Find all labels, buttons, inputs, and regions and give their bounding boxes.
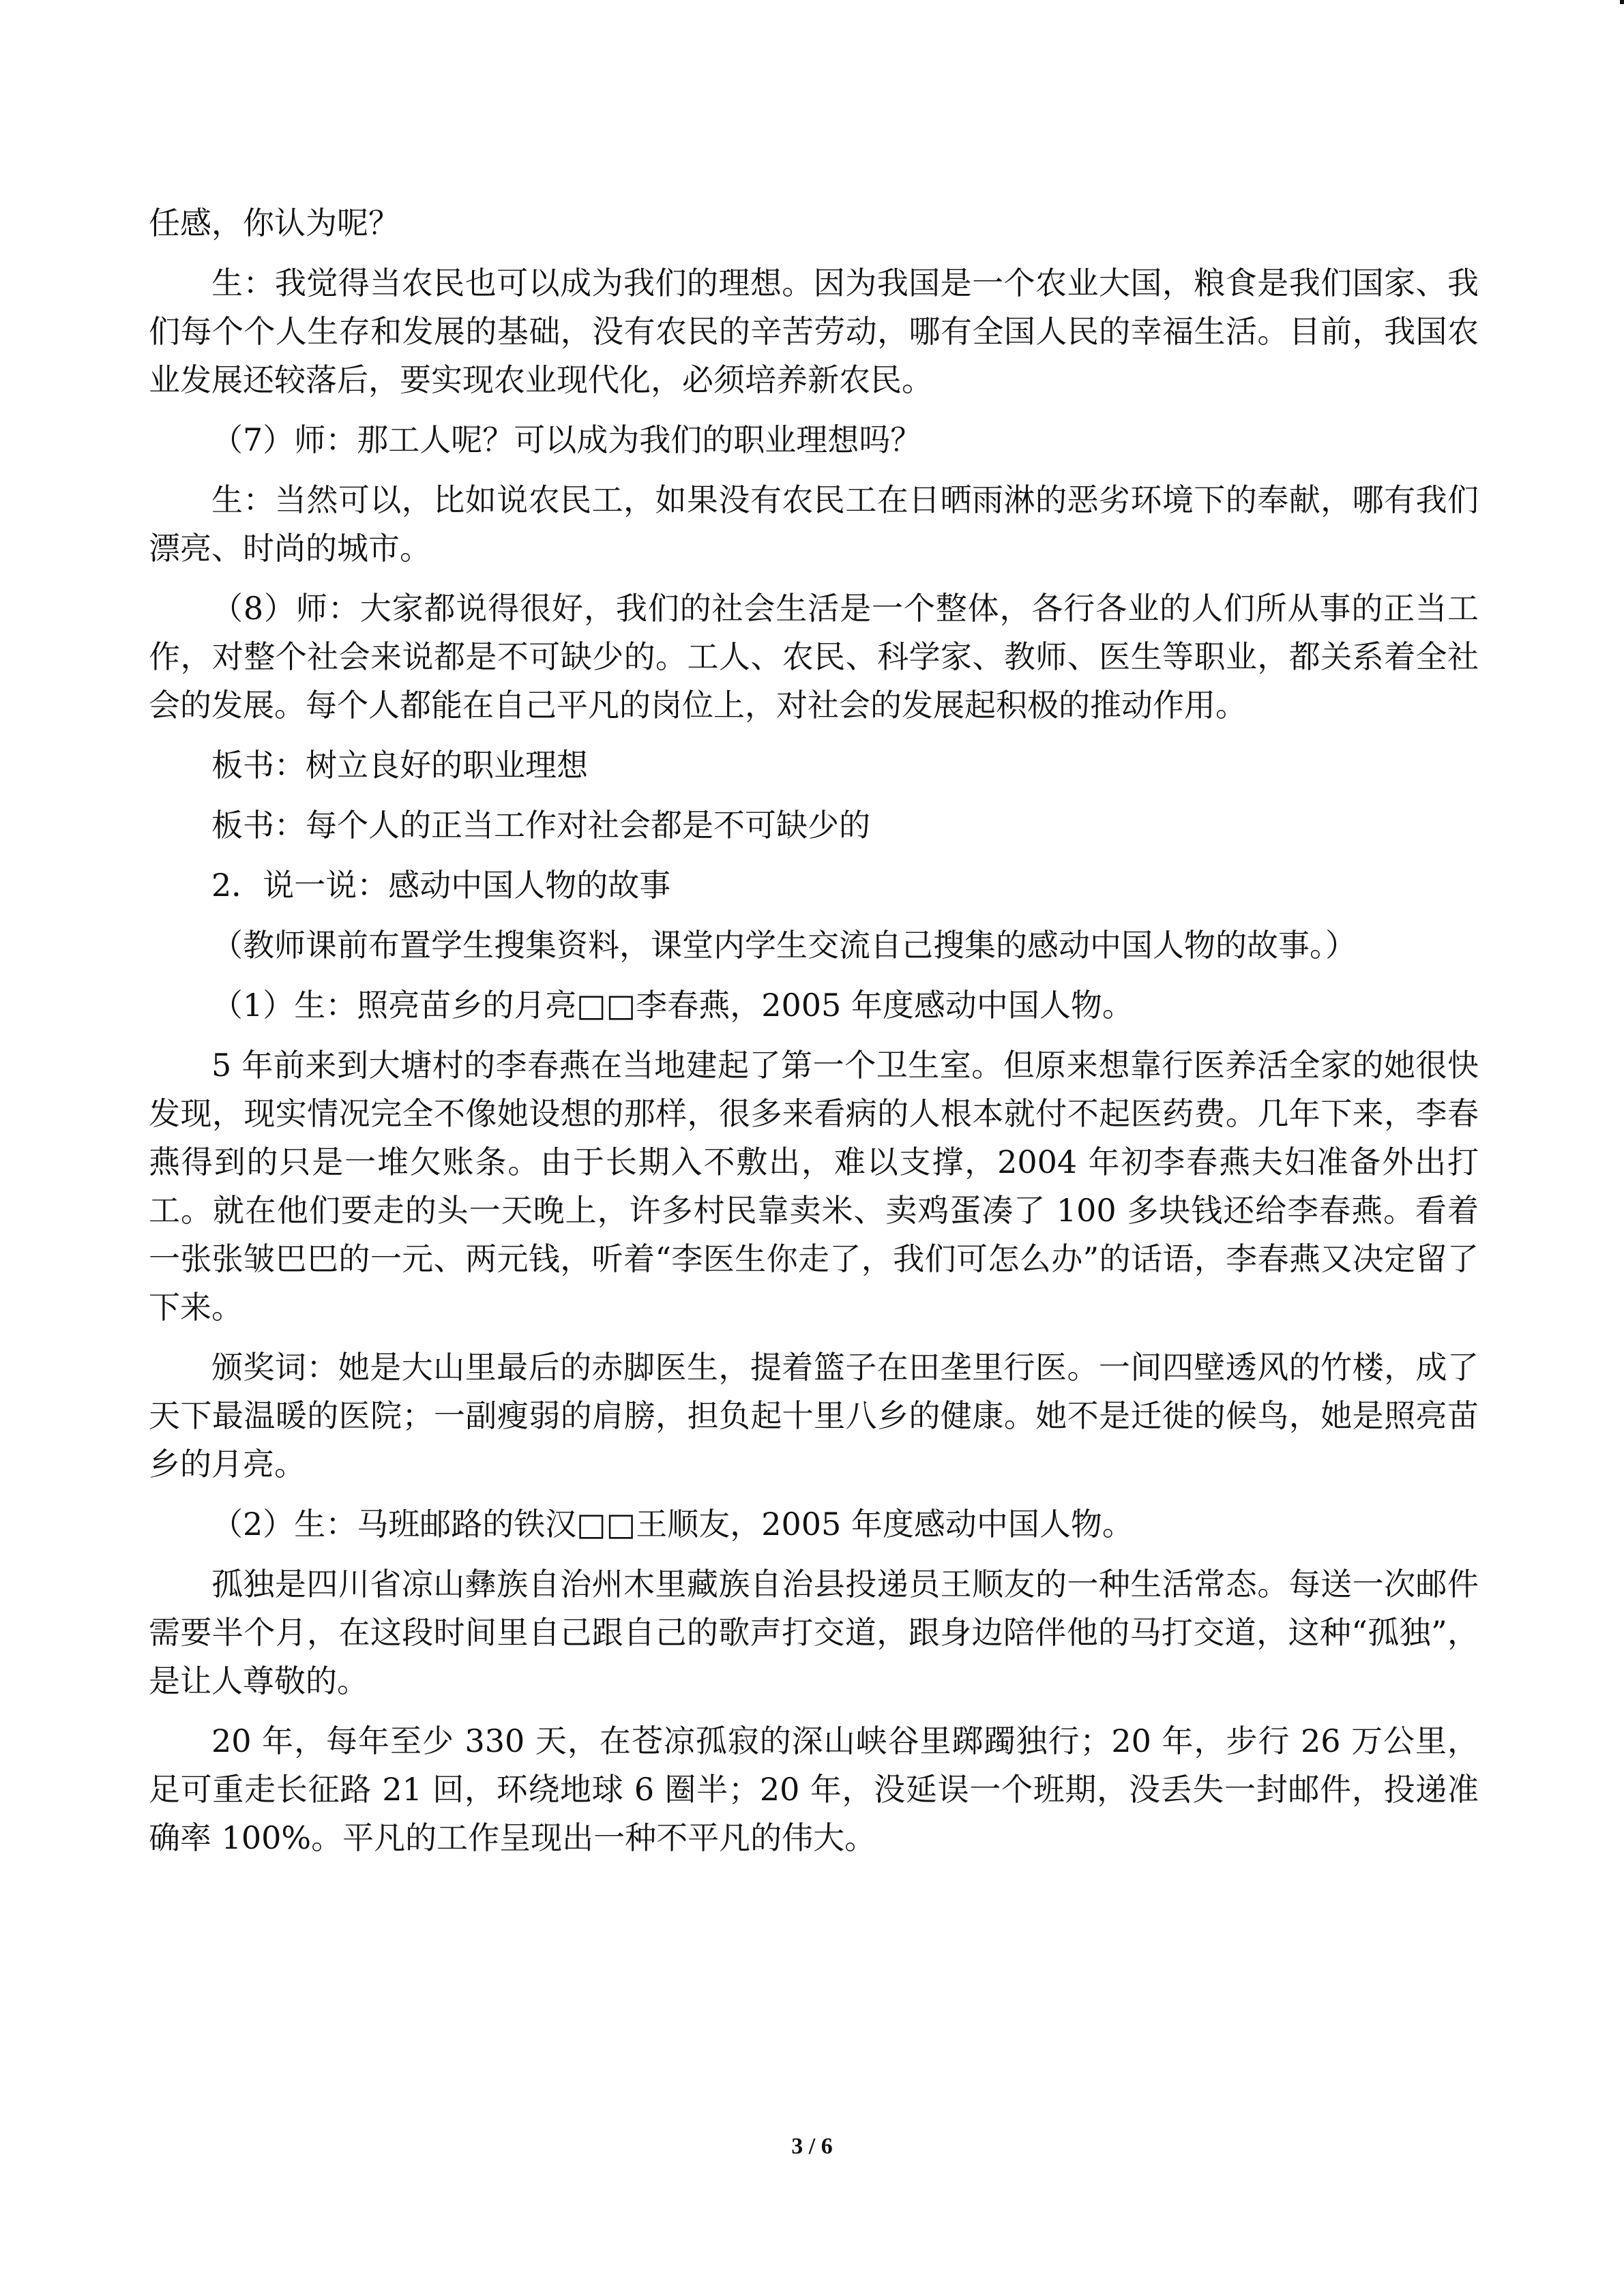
document-body: [149, 199, 1479, 1874]
page-number: 3 / 6: [791, 2134, 833, 2159]
section-heading-2: 2．说一说：感动中国人物的故事: [211, 867, 671, 904]
paragraph-award-1: 颁奖词：她是大山里最后的赤脚医生，提着篮子在田垄里行医。一间四壁透风的竹楼，成了天下最温暖的医院；一副瘦弱的肩膀，担负起十里八乡的健康。她不是迁徙的候鸟，她是照亮苗乡的月亮。: [149, 1349, 1479, 1482]
paragraph-teacher-8: （8）师：大家都说得很好，我们的社会生活是一个整体，各行各业的人们所从事的正当工作，对整个社会来说都是不可缺少的。工人、农民、科学家、教师、医生等职业，都关系着全社会的发展。每个人都能在自己平凡的岗位上，对社会的发展起积极的推动作用。: [149, 590, 1479, 724]
paragraph-board-2: 板书：每个人的正当工作对社会都是不可缺少的: [211, 807, 870, 844]
corner-mark: [1620, 0, 1624, 4]
paragraph-story-1-body: 5 年前来到大塘村的李春燕在当地建起了第一个卫生室。但原来想靠行医养活全家的她很快发现，现实情况完全不像她设想的那样，很多来看病的人根本就付不起医药费。几年下来，李春燕得到的只是一堆欠账条。由于长期入不敷出，难以支撑，2004 年初李春燕夫妇准备外出打工。就在他们要走的头一天晚上，许多村民靠卖米、卖鸡蛋凑了 100 多块钱还给李春燕。看着一张张皱巴巴的一元、两元钱，听着“李医生你走了，我们可怎么办”的话语，李春燕又决定留了下来。: [149, 1047, 1479, 1326]
paragraph-student-farmer: 生：我觉得当农民也可以成为我们的理想。因为我国是一个农业大国，粮食是我们国家、我们每个个人生存和发展的基础，没有农民的辛苦劳动，哪有全国人民的幸福生活。目前，我国农业发展还较落后，要实现农业现代化，必须培养新农民。: [149, 265, 1479, 398]
paragraph-teacher-7: （7）师：那工人呢？可以成为我们的职业理想吗？: [211, 421, 922, 458]
paragraph-continuation: 任感，你认为呢？: [149, 205, 400, 241]
paragraph-student-worker: 生：当然可以，比如说农民工，如果没有农民工在日晒雨淋的恶劣环境下的奉献，哪有我们漂亮、时尚的城市。: [149, 481, 1479, 567]
paragraph-board-1: 板书：树立良好的职业理想: [211, 747, 588, 784]
paragraph-story-2-body: 孤独是四川省凉山彝族自治州木里藏族自治县投递员王顺友的一种生活常态。每送一次邮件需要半个月，在这段时间里自己跟自己的歌声打交道，跟身边陪伴他的马打交道，这种“孤独”，是让人尊敬的。: [149, 1566, 1479, 1699]
paragraph-story-1-title: （1）生：照亮苗乡的月亮□□李春燕，2005 年度感动中国人物。: [211, 987, 1134, 1024]
paragraph-story-2-title: （2）生：马班邮路的铁汉□□王顺友，2005 年度感动中国人物。: [211, 1506, 1134, 1542]
paragraph-teacher-note: （教师课前布置学生搜集资料，课堂内学生交流自己搜集的感动中国人物的故事。）: [211, 927, 1357, 964]
paragraph-story-2-stats: 20 年，每年至少 330 天，在苍凉孤寂的深山峡谷里踯躅独行；20 年，步行 26 万公里，足可重走长征路 21 回，环绕地球 6 圈半；20 年，没延误一个班期，没丢失一封邮件，投递准确率 100%。平凡的工作呈现出一种不平凡的伟大。: [149, 1723, 1479, 1856]
